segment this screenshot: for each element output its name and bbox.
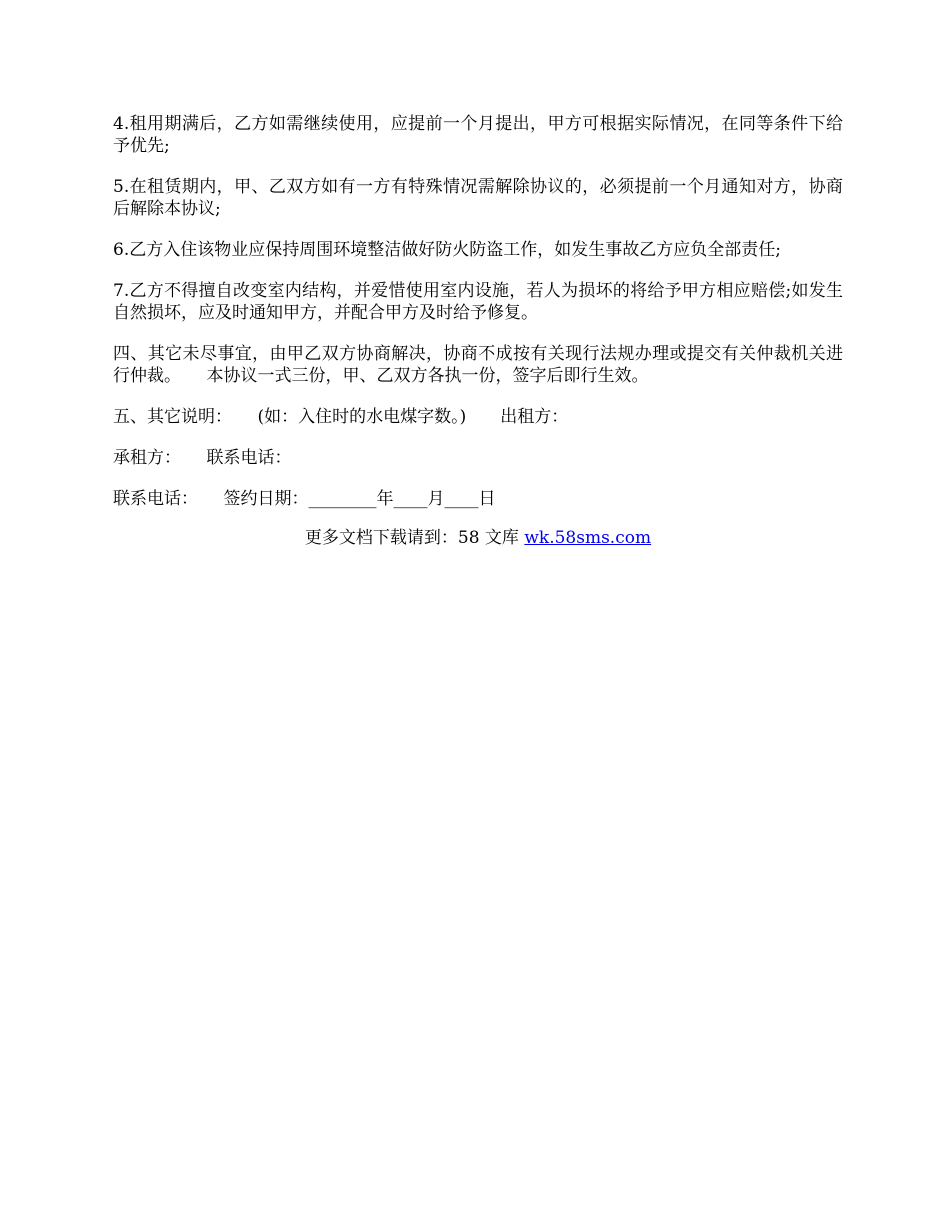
lessee-line: 承租方： 联系电话： [113,448,292,468]
clause-6: 6.乙方入住该物业应保持周围环境整洁做好防火防盗工作，如发生事故乙方应负全部责任; [113,240,781,260]
section-five: 五、其它说明： (如：入住时的水电煤字数。) 出租方： [113,407,569,427]
footer-link[interactable]: wk.58sms.com [524,528,652,548]
clause-5: 5.在租赁期内，甲、乙双方如有一方有特殊情况需解除协议的，必须提前一个月通知对方，协商后解除本协议; [113,177,843,219]
download-footer [113,527,843,549]
clause-7: 7.乙方不得擅自改变室内结构，并爱惜使用室内设施，若人为损坏的将给予甲方相应赔偿;如发生自然损坏，应及时通知甲方，并配合甲方及时给予修复。 [113,281,843,323]
signing-date-line: 联系电话： 签约日期：________年____月____日 [113,489,496,509]
clause-4: 4.租用期满后，乙方如需继续使用，应提前一个月提出，甲方可根据实际情况，在同等条件下给予优先; [113,114,843,156]
footer-text: 更多文档下载请到：58 文库 [304,528,525,548]
document-page [113,113,843,549]
section-four: 四、其它未尽事宜，由甲乙双方协商解决，协商不成按有关现行法规办理或提交有关仲裁机关进行仲裁。 本协议一式三份，甲、乙双方各执一份，签字后即行生效。 [113,344,843,386]
